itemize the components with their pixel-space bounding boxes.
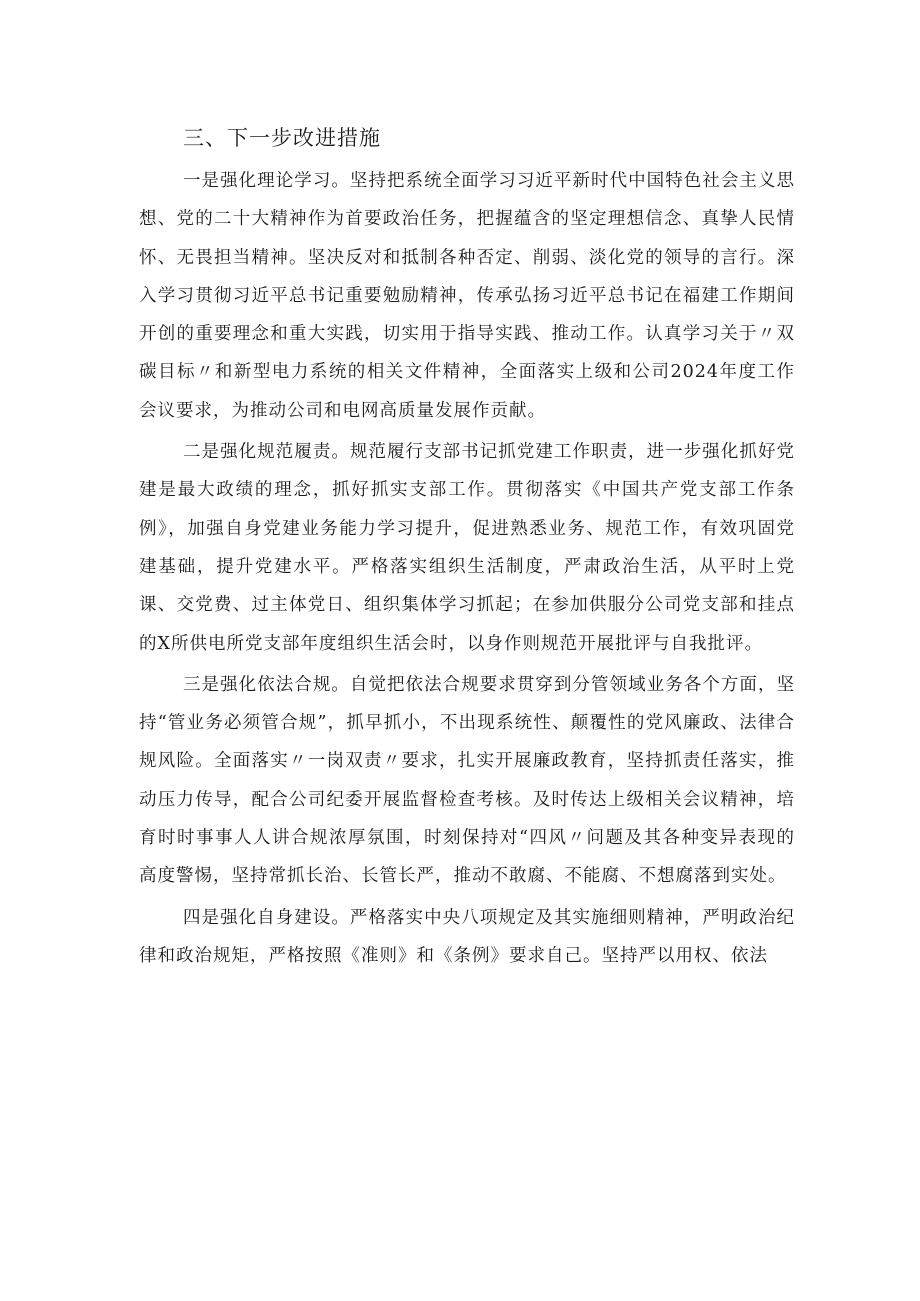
paragraph-self-building: 四是强化自身建设。严格落实中央八项规定及其实施细则精神，严明政治纪律和政治规矩，严格按照《准则》和《条例》要求自己。坚持严以用权、依法 <box>139 907 795 966</box>
paragraph-theory-study: 一是强化理论学习。坚持把系统全面学习习近平新时代中国特色社会主义思想、党的二十大精神作为首要政治任务，把握蕴含的坚定理想信念、真挚人民情怀、无畏担当精神。坚决反对和抵制各种否定、削弱、淡化党的领导的言行。深入学习贯彻习近平总书记重要勉励精神，传承弘扬习近平总书记在福建工作期间开创的重要理念和重大实践，切实用于指导实践、推动工作。认真学习关于〃双碳目标〃和新型电力系统的相关文件精神，全面落实上级和公司2024年度工作会议要求，为推动公司和电网高质量发展作贡献。 <box>139 171 795 421</box>
paragraph-legal-compliance: 三是强化依法合规。自觉把依法合规要求贯穿到分管领域业务各个方面，坚持“管业务必须管合规”，抓早抓小，不出现系统性、颠覆性的党风廉政、法律合规风险。全面落实〃一岗双责〃要求，扎实开展廉政教育，坚持抓责任落实，推动压力传导，配合公司纪委开展监督检查考核。及时传达上级相关会议精神，培育时时事事人人讲合规浓厚氛围，时刻保持对“四风〃问题及其各种变异表现的高度警惕，坚持常抓长治、长管长严，推动不敢腐、不能腐、不想腐落到实处。 <box>139 674 795 887</box>
document-body <box>139 118 795 978</box>
paragraph-duty-performance: 二是强化规范履责。规范履行支部书记抓党建工作职责，进一步强化抓好党建是最大政绩的理念，抓好抓实支部工作。贯彻落实《中国共产党支部工作条例》，加强自身党建业务能力学习提升，促进熟悉业务、规范工作，有效巩固党建基础，提升党建水平。严格落实组织生活制度，严肃政治生活，从平时上党课、交党费、过主体党日、组织集体学习抓起；在参加供服分公司党支部和挂点的X所供电所党支部年度组织生活会时，以身作则规范开展批评与自我批评。 <box>139 442 795 654</box>
section-heading: 三、下一步改进措施 <box>183 126 381 150</box>
